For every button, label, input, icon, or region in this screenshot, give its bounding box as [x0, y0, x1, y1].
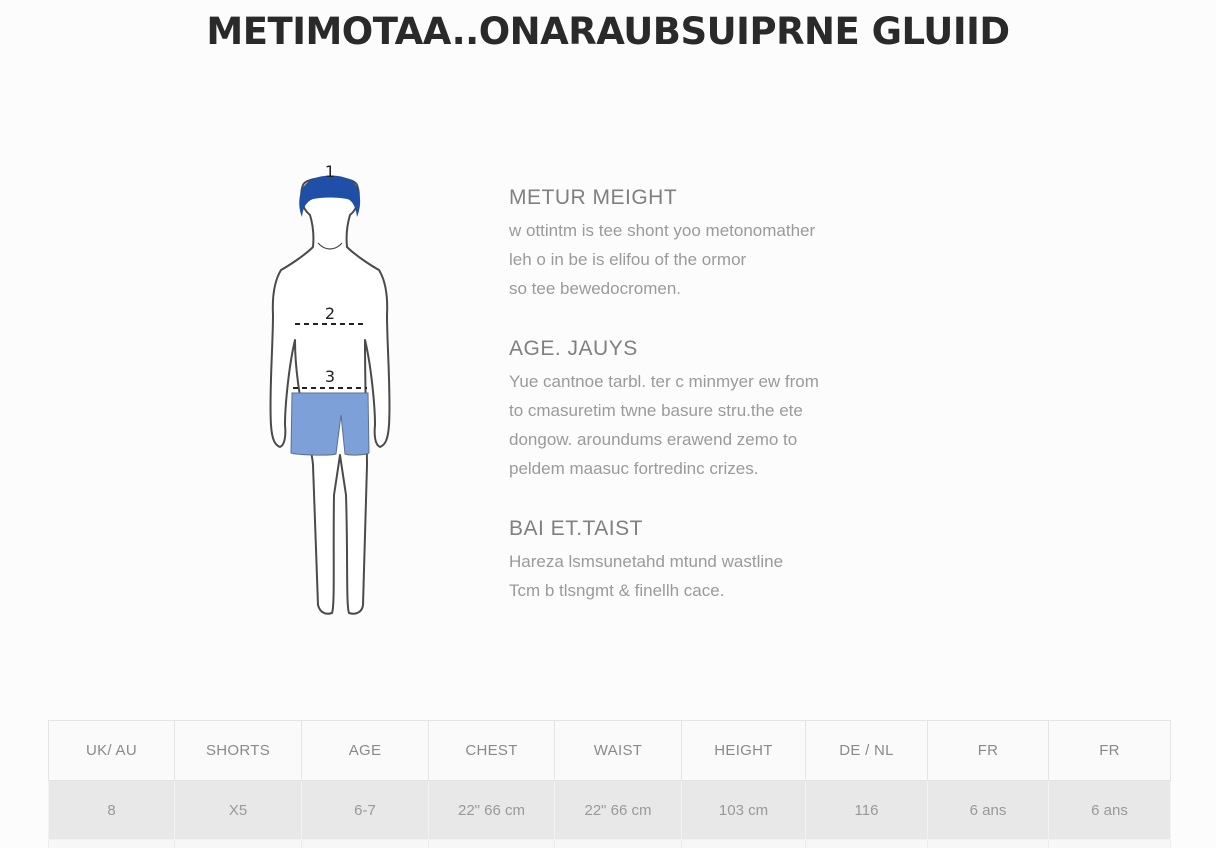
table-cell — [175, 840, 302, 848]
body-measurement-figure — [255, 155, 405, 625]
text-line: so tee bewedocromen. — [509, 279, 681, 298]
header-chest: CHEST — [429, 721, 555, 781]
table-header-row — [49, 721, 1171, 781]
header-fr: FR — [928, 721, 1049, 781]
table-cell: 22" 66 cm — [555, 781, 682, 840]
text-line: to cmasuretim twne basure stru.the ete — [509, 401, 803, 420]
table-cell — [49, 840, 175, 848]
text-line: Hareza lsmsunetahd mtund wastline — [509, 552, 784, 571]
section-waist — [509, 517, 969, 605]
table-cell: 6 ans — [1049, 781, 1171, 840]
header-de-nl: DE / NL — [806, 721, 928, 781]
text-line: w ottintm is tee shont yoo metonomather — [509, 221, 816, 240]
marker-chest: 2 — [324, 304, 336, 323]
marker-height: 1 — [324, 162, 336, 181]
section-text — [509, 367, 969, 483]
table-cell — [429, 840, 555, 848]
header-fr-2: FR — [1049, 721, 1171, 781]
page-title: METIMOTAA..ONARAUBSUIPRNE GLUIID — [206, 10, 1010, 53]
section-heading: BAI ET.TAIST — [509, 517, 643, 540]
table-cell — [682, 840, 806, 848]
section-text — [509, 216, 969, 303]
table-cell — [302, 840, 429, 848]
section-heading: AGE. JAUYS — [509, 337, 638, 360]
header-waist: WAIST — [555, 721, 682, 781]
header-age: AGE — [302, 721, 429, 781]
measurement-instructions — [509, 186, 969, 639]
table-cell: 8 — [49, 781, 175, 840]
header-uk-au: UK/ AU — [49, 721, 175, 781]
shorts-shape — [291, 393, 369, 455]
table-cell: 103 cm — [682, 781, 806, 840]
child-figure-illustration — [255, 155, 405, 625]
header-shorts: SHORTS — [175, 721, 302, 781]
text-line: dongow. aroundums erawend zemo to — [509, 430, 798, 449]
table-cell — [928, 840, 1049, 848]
table-cell — [806, 840, 928, 848]
text-line: peldem maasuc fortredinc crizes. — [509, 459, 759, 478]
section-age — [509, 337, 969, 483]
table-cell: 6 ans — [928, 781, 1049, 840]
section-text — [509, 547, 969, 605]
marker-waist: 3 — [324, 367, 336, 386]
table-row — [49, 781, 1171, 840]
table-cell — [555, 840, 682, 848]
section-heading: METUR MEIGHT — [509, 186, 678, 209]
table-cell: 116 — [806, 781, 928, 840]
table-row-partial — [49, 840, 1171, 848]
size-table — [48, 720, 1171, 848]
table-cell: X5 — [175, 781, 302, 840]
section-height — [509, 186, 969, 303]
table-cell: 22" 66 cm — [429, 781, 555, 840]
header-height: HEIGHT — [682, 721, 806, 781]
table-cell — [1049, 840, 1171, 848]
table-cell: 6-7 — [302, 781, 429, 840]
text-line: leh o in be is elifou of the ormor — [509, 250, 747, 269]
text-line: Tcm b tlsngmt & finellh cace. — [509, 581, 725, 600]
text-line: Yue cantnoe tarbl. ter c minmyer ew from — [509, 372, 819, 391]
